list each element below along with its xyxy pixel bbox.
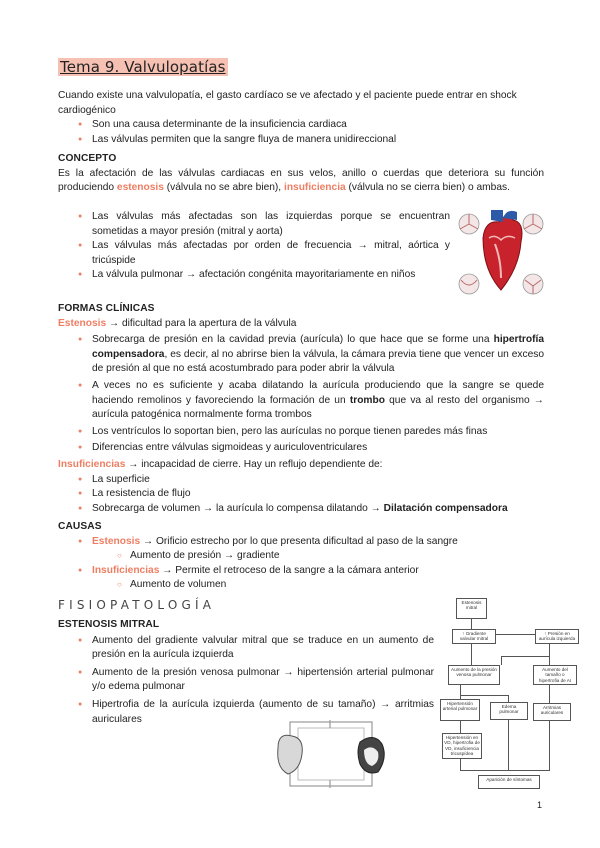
list-item: ● Estenosis → Orificio estrecho por lo que presenta dificultad al paso de la sangre bbox=[58, 535, 544, 550]
list-item: ○ Aumento de presión → gradiente bbox=[58, 549, 544, 564]
list-item: ● Las válvulas permiten que la sangre fluya de manera unidireccional bbox=[58, 133, 544, 148]
list-item: ● Son una causa determinante de la insuficiencia cardiaca bbox=[58, 118, 544, 133]
intro-section bbox=[58, 89, 544, 147]
concepto-bullets bbox=[58, 210, 450, 283]
list-item: ○ Aumento de volumen bbox=[58, 578, 544, 593]
formas-section bbox=[58, 302, 544, 516]
flow-node: Edema pulmonar bbox=[490, 702, 528, 720]
formas-heading: FORMAS CLÍNICAS bbox=[58, 303, 155, 314]
list-item: ● A veces no es suficiente y acaba dilatando la aurícula produciendo que la sangre se quede haciendo remolinos y favoreciendo la formación de un trombo que va al resto del organismo → aurícula patogénica normalmente forma trombos bbox=[58, 379, 544, 423]
estenosis-definition: Estenosis → dificultad para la apertura de la válvula bbox=[58, 317, 297, 329]
list-item: ● La válvula pulmonar → afectación congénita mayoritariamente en niños bbox=[58, 268, 450, 283]
list-item: ● Las válvulas más afectadas son las izquierdas porque se encuentran sometidas a mayor presión (mitral y aorta) bbox=[58, 210, 450, 239]
circulation-diagram bbox=[270, 718, 392, 790]
concepto-heading: CONCEPTO bbox=[58, 153, 117, 164]
list-item: ● Las válvulas más afectadas por orden de frecuencia → mitral, aórtica y tricúspide bbox=[58, 239, 450, 268]
list-item: ● Sobrecarga de volumen → la aurícula lo compensa dilatando → Dilatación compensadora bbox=[58, 502, 544, 517]
concepto-section bbox=[58, 152, 544, 196]
flow-node: Arritmias auriculares bbox=[533, 703, 571, 721]
flow-node: ↑ Presión en aurícula izquierda bbox=[535, 629, 579, 644]
concepto-text: Es la afectación de las válvulas cardiacas en sus velos, anillo o cuerdas que deteriora su función produciendo estenosis (válvula no se abre bien), insuficiencia (válvula no se cierra bien) o ambas. bbox=[58, 167, 544, 194]
list-item: ● Insuficiencias → Permite el retroceso de la sangre a la cámara anterior bbox=[58, 564, 544, 579]
flow-node: Aumento del tamaño o hipertrofia de AI bbox=[533, 665, 577, 685]
flow-node: Hipertensión arterial pulmonar bbox=[440, 699, 480, 721]
heart-valves-illustration bbox=[455, 208, 547, 300]
list-item: ● Sobrecarga de presión en la cavidad previa (aurícula) lo que hace que se forme una hipertrofía compensadora, es decir, al no abrirse bien la válvula, la cámara previa tiene que vencer un exceso de presión al que no está acostumbrado para poder abrir la válvula bbox=[58, 333, 544, 377]
fisio-section bbox=[58, 618, 434, 727]
estenosis-mitral-heading: ESTENOSIS MITRAL bbox=[58, 619, 160, 630]
list-item: ● Aumento del gradiente valvular mitral que se traduce en un aumento de presión en la aurícula izquierda bbox=[58, 634, 434, 663]
list-item: ● Aumento de la presión venosa pulmonar → hipertensión arterial pulmonar y/o edema pulmonar bbox=[58, 666, 434, 695]
flow-node: Aumento de la presión venosa pulmonar bbox=[448, 665, 500, 685]
causas-heading: CAUSAS bbox=[58, 521, 102, 532]
causas-section bbox=[58, 520, 544, 593]
fisio-heading: FISIOPATOLOGÍA bbox=[58, 598, 216, 612]
flow-node: Aparición de síntomas bbox=[478, 775, 540, 789]
list-item: ● Los ventrículos lo soportan bien, pero las aurículas no porque tienen paredes más finas bbox=[58, 425, 544, 440]
flowchart bbox=[440, 597, 590, 792]
list-item: ● La resistencia de flujo bbox=[58, 487, 544, 502]
page-title: Tema 9. Valvulopatías bbox=[60, 58, 226, 76]
flow-node: Estenosis mitral bbox=[456, 598, 487, 619]
flow-node: Hipertensión en VD, hipertrofia de VD, insuficiencia tricuspídea bbox=[442, 733, 482, 759]
insuficiencias-definition: Insuficiencias → incapacidad de cierre. Hay un reflujo dependiente de: bbox=[58, 458, 383, 470]
list-item: ● Diferencias entre válvulas sigmoideas y auriculoventriculares bbox=[58, 441, 544, 456]
intro-text: Cuando existe una valvulopatía, el gasto cardíaco se ve afectado y el paciente puede entrar en shock cardiogénico bbox=[58, 90, 517, 116]
list-item: ● La superficie bbox=[58, 473, 544, 488]
page-number: 1 bbox=[537, 800, 543, 810]
list-item: ● Hipertrofia de la aurícula izquierda (aumento de su tamaño) → arritmias auriculares bbox=[58, 698, 434, 727]
flow-node: ↑ Gradiente valvular mitral bbox=[452, 629, 496, 644]
